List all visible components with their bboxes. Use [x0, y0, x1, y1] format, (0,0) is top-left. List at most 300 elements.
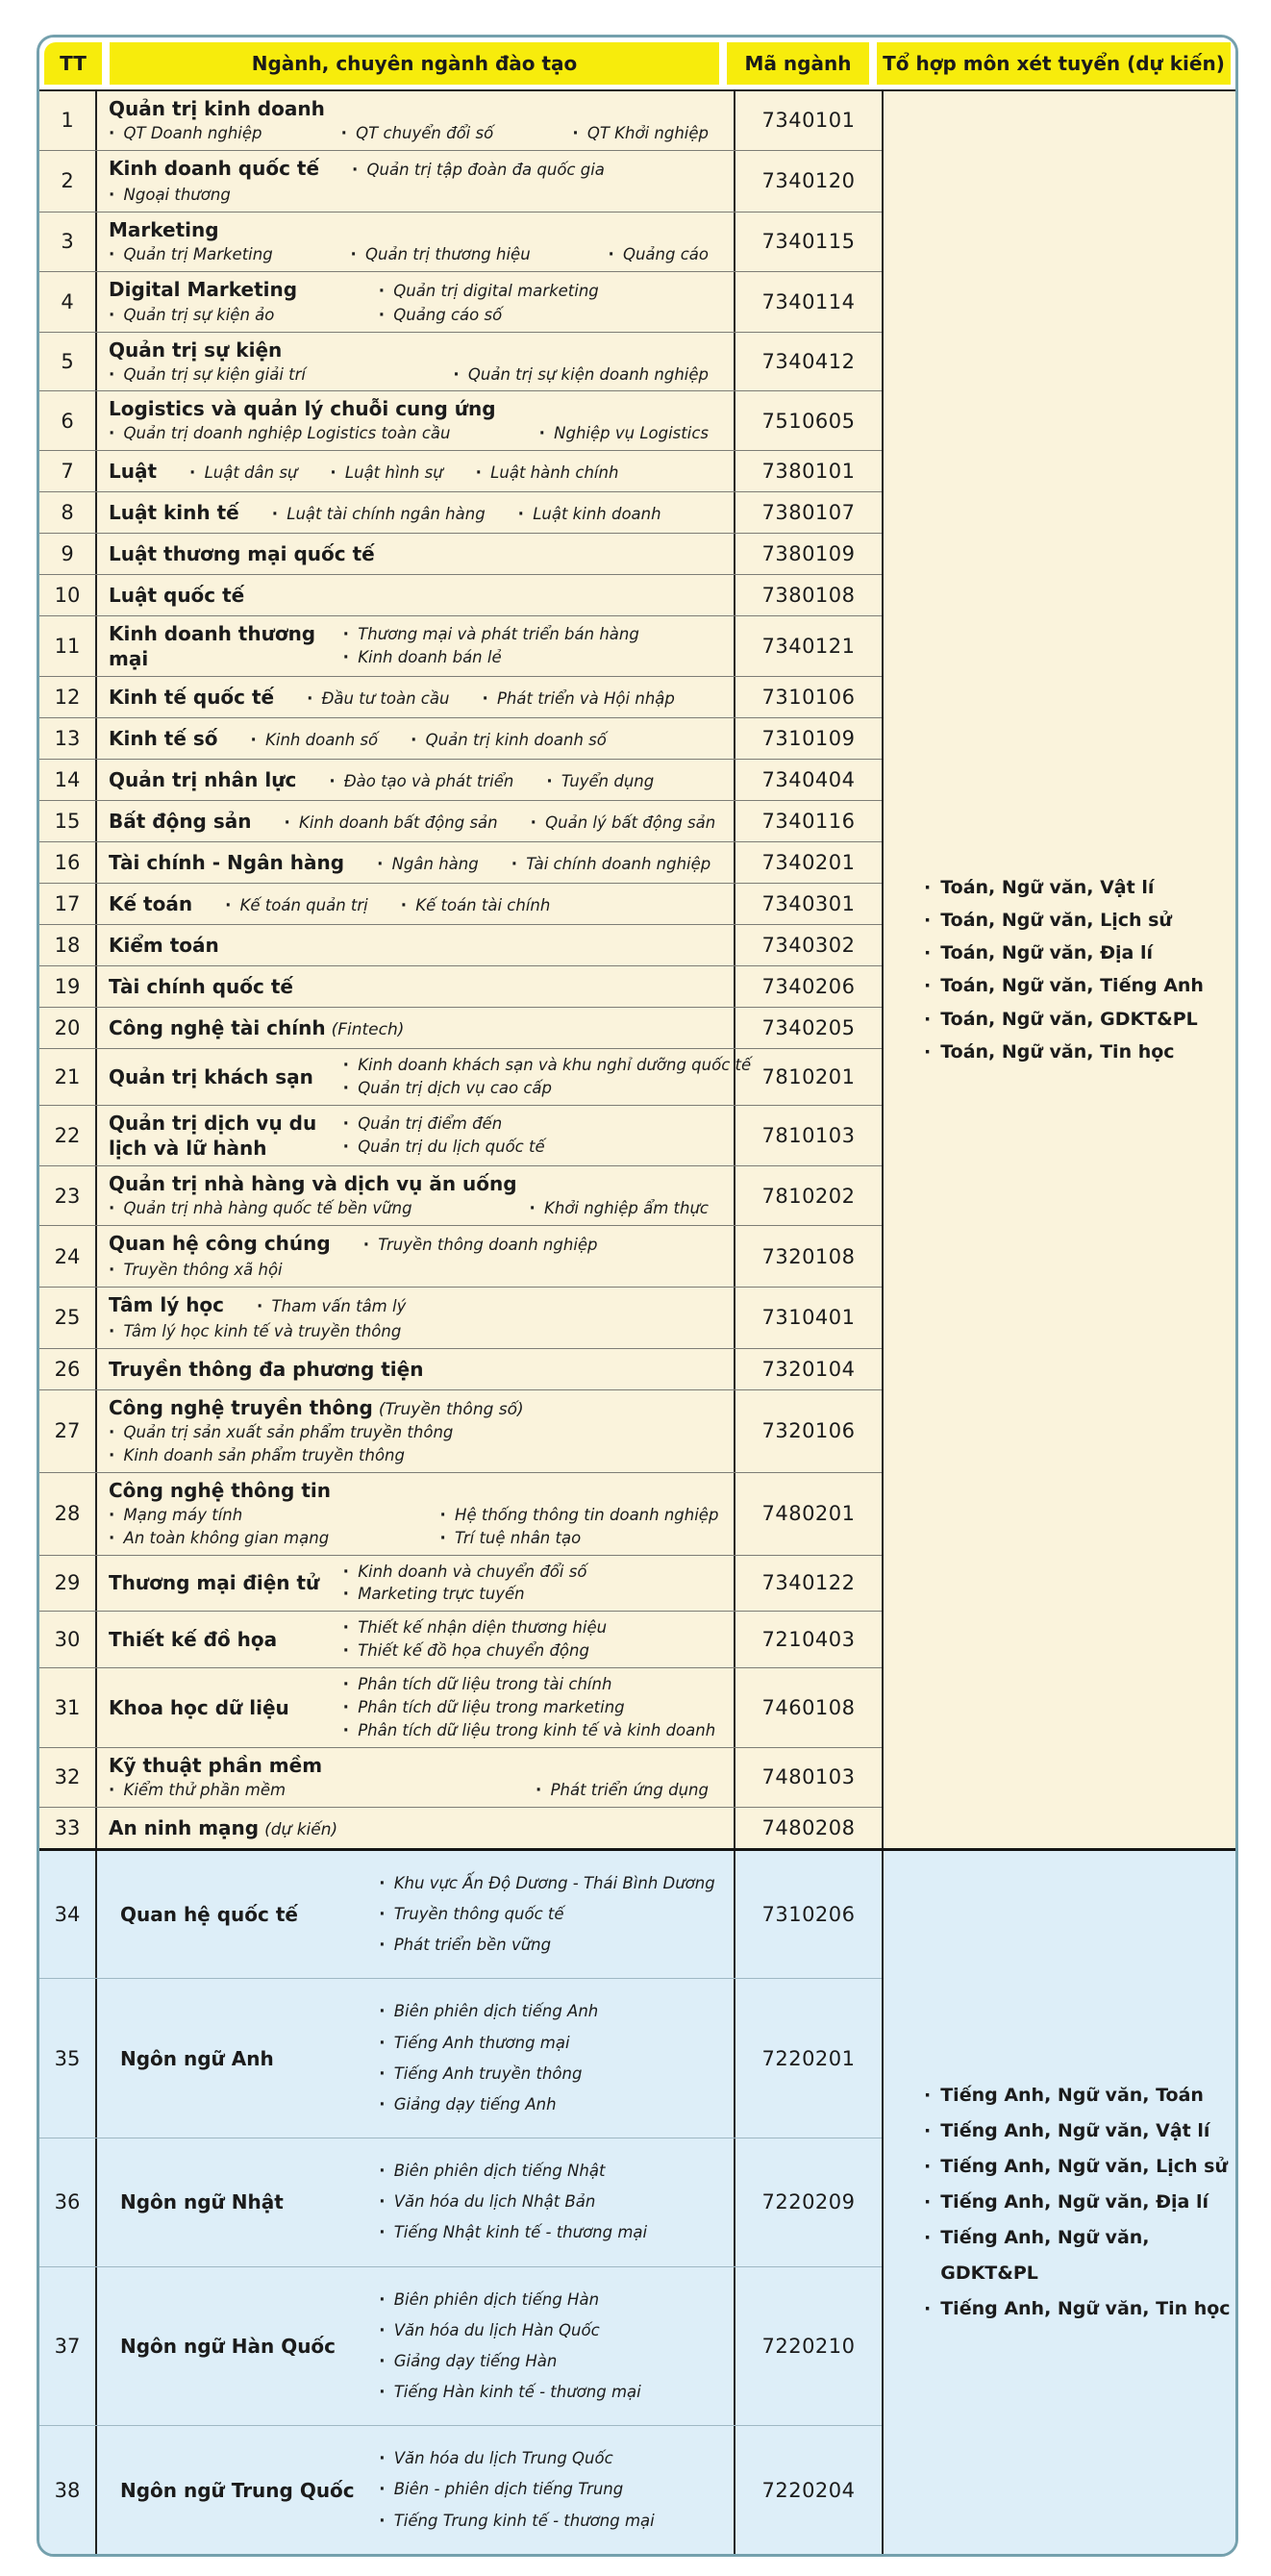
sub-specialty: [109, 1527, 440, 1550]
bullet-icon: ·: [250, 730, 257, 749]
sub-specialty: [379, 2156, 722, 2187]
major-side-layout: [109, 621, 722, 671]
major-name: Kỹ thuật phần mềm: [109, 1753, 323, 1777]
bullet-icon: ·: [924, 1008, 932, 1030]
sub-specialty-label: Marketing trực tuyến: [352, 1585, 525, 1604]
sub-specialty: [109, 1320, 401, 1343]
sub-specialty: [341, 122, 494, 145]
bullet-icon: ·: [109, 424, 115, 443]
combo-label: Tiếng Anh, Ngữ văn, Địa lí: [940, 2190, 1209, 2213]
sub-specialty: [546, 770, 654, 793]
bullet-icon: ·: [350, 244, 357, 263]
bullet-icon: ·: [109, 244, 115, 263]
table-row: [39, 451, 882, 492]
sub-specialty: [379, 2285, 722, 2315]
major-name: Kinh tế số: [109, 726, 218, 750]
sub-specialty-label: Quảng cáo: [617, 244, 709, 263]
major-name-wrap: [109, 156, 319, 181]
row-number: 27: [39, 1390, 97, 1472]
major-name-wrap: [109, 1112, 317, 1161]
section-rows: [39, 91, 882, 1848]
bullet-icon: ·: [378, 281, 385, 300]
sub-specialty: [257, 1295, 406, 1318]
major-code: 7340114: [761, 289, 856, 313]
bullet-icon: ·: [530, 813, 536, 832]
sub-specialty-label: Quản trị sự kiện doanh nghiệp: [462, 364, 709, 384]
sub-specialty-label: Quản lý bất động sản: [539, 813, 716, 832]
major-cell: [97, 1979, 735, 2138]
major-name: Công nghệ thông tin: [109, 1478, 331, 1502]
sub-specialty: [343, 1561, 722, 1584]
sub-specialty-label: Thiết kế đồ họa chuyển động: [352, 1641, 589, 1661]
row-number: 26: [39, 1349, 97, 1389]
major-name-line: [109, 809, 722, 835]
sub-specialty-label: Kinh doanh khách sạn và khu nghỉ dưỡng quốc tế: [352, 1056, 752, 1075]
major-name-wrap: [120, 2046, 274, 2070]
major-code: 7340412: [761, 349, 856, 373]
major-name-wrap: [109, 396, 496, 421]
sub-specialty-label: Luật dân sự: [199, 463, 298, 482]
major-name-wrap: [109, 459, 157, 484]
sub-specialty: [379, 2028, 722, 2059]
major-side-layout: [109, 1561, 722, 1607]
bullet-icon: ·: [517, 504, 524, 523]
sub-specialty-label: Kế toán tài chính: [411, 895, 551, 914]
major-cell: [97, 718, 735, 759]
sub-specialty: [539, 422, 709, 445]
bullet-icon: ·: [225, 895, 232, 914]
sub-specialty: [379, 2187, 722, 2217]
row-number: 5: [39, 333, 97, 391]
sub-specialty: [109, 363, 306, 387]
major-cell: [97, 1390, 735, 1472]
sub-specialty: [518, 503, 661, 526]
table-row: [39, 2267, 882, 2427]
major-name-wrap: [109, 1065, 313, 1089]
sub-specialty-label: Kinh doanh bán lẻ: [352, 648, 502, 667]
major-name-line: [109, 541, 722, 566]
major-name-line: [109, 1292, 722, 1343]
major-code: 7380107: [761, 501, 856, 525]
major-name: Truyền thông đa phương tiện: [109, 1357, 424, 1381]
major-name-wrap: [109, 500, 239, 525]
table-row: [39, 718, 882, 760]
major-name-line: [109, 767, 722, 793]
row-number: 12: [39, 677, 97, 717]
major-code: 7480208: [761, 1815, 856, 1839]
major-cell: [97, 1612, 735, 1667]
major-name: Công nghệ tài chính: [109, 1016, 326, 1040]
major-name-line: [109, 459, 722, 485]
major-side-layout: [109, 1111, 722, 1161]
bullet-icon: ·: [109, 124, 115, 142]
major-name-wrap: [109, 1395, 524, 1420]
major-name-line: [109, 338, 722, 363]
major-name-wrap: [109, 1815, 337, 1840]
major-code: 7340302: [761, 934, 856, 958]
row-number: 16: [39, 842, 97, 883]
major-cell: [97, 1668, 735, 1747]
major-name: Luật: [109, 459, 158, 483]
sub-specialty-label: Thương mại và phát triển bán hàng: [352, 625, 639, 644]
page: [0, 35, 1271, 2557]
row-number: 37: [39, 2267, 97, 2426]
bullet-icon: ·: [924, 2297, 932, 2319]
major-cell: [97, 2426, 735, 2554]
bullet-icon: ·: [379, 2320, 386, 2339]
sub-specialty-label: Tâm lý học kinh tế và truyền thông: [118, 1321, 402, 1340]
major-name-col: [109, 2189, 365, 2214]
sub-specialty-label: Quản trị nhà hàng quốc tế bền vững: [118, 1199, 412, 1218]
sub-specialty: [343, 1673, 722, 1696]
row-number: 25: [39, 1288, 97, 1348]
sub-specialty-line: [109, 122, 722, 145]
header-cell-combo: Tổ hợp môn xét tuyển (dự kiến): [877, 42, 1231, 85]
major-name-wrap: [109, 1696, 289, 1720]
row-number: 11: [39, 616, 97, 676]
combo-label: Toán, Ngữ văn, Vật lí: [940, 876, 1155, 898]
sub-specialty: [531, 812, 716, 835]
major-name: Kiểm toán: [109, 934, 219, 958]
major-code: 7340206: [761, 975, 856, 999]
bullet-icon: ·: [352, 160, 359, 179]
bullet-icon: ·: [379, 1873, 386, 1892]
major-cell: [97, 213, 735, 271]
major-name-wrap: [109, 726, 218, 751]
major-code: 7220204: [761, 2478, 856, 2502]
combo-label: Tiếng Anh, Ngữ văn, Toán: [940, 2084, 1204, 2106]
sub-specialty-label: Trí tuệ nhân tạo: [449, 1528, 582, 1547]
major-name-wrap: [109, 338, 282, 363]
sub-specialty-label: Hệ thống thông tin doanh nghiệp: [449, 1505, 719, 1524]
major-cell: [97, 333, 735, 391]
sub-specialty: [109, 1779, 286, 1802]
bullet-icon: ·: [342, 1138, 349, 1157]
header-cell-major: Ngành, chuyên ngành đào tạo: [110, 42, 719, 85]
major-name-suffix: (dự kiến): [264, 1819, 338, 1839]
combo-item: [924, 2291, 1235, 2327]
major-cell: [97, 1556, 735, 1612]
major-name: Quản trị sự kiện: [109, 338, 283, 362]
major-name-wrap: [120, 2478, 355, 2502]
bullet-icon: ·: [109, 1199, 115, 1218]
sub-specialty-label: Tiếng Trung kinh tế - thương mại: [388, 2511, 655, 2530]
sub-specialty-label: Giảng dạy tiếng Anh: [388, 2094, 557, 2113]
table-row: [39, 151, 882, 213]
major-code: 7380108: [761, 584, 856, 608]
sub-specialty-line: [109, 1197, 722, 1220]
sub-specialty: [440, 1527, 722, 1550]
combo-item: [924, 2220, 1235, 2291]
bullet-icon: ·: [608, 244, 614, 263]
sub-specialty: [379, 2377, 722, 2408]
sub-specialty-label: Quản trị digital marketing: [388, 281, 599, 300]
major-code: 7310401: [761, 1306, 856, 1330]
bullet-icon: ·: [342, 1114, 349, 1134]
bullet-icon: ·: [109, 1321, 115, 1340]
section-rows: [39, 1851, 882, 2554]
major-name-wrap: [109, 96, 325, 121]
bullet-icon: ·: [924, 975, 932, 997]
bullet-icon: ·: [109, 185, 115, 204]
major-code: 7380101: [761, 460, 856, 484]
sub-specialty-label: QT Doanh nghiệp: [118, 124, 262, 142]
bullet-icon: ·: [342, 1056, 349, 1075]
sub-specialty: [343, 1639, 722, 1663]
table-row: [39, 1612, 882, 1668]
major-name-wrap: [109, 1171, 517, 1196]
bullet-icon: ·: [109, 1505, 115, 1524]
major-name-line: [109, 396, 722, 421]
sub-specialty: [440, 1504, 722, 1527]
bullet-icon: ·: [439, 1528, 446, 1547]
sub-specialty: [379, 2443, 722, 2474]
sub-specialty-label: Quản trị kinh doanh số: [420, 730, 607, 749]
sub-specialty: [109, 422, 450, 445]
sub-specialty-label: Quản trị Marketing: [118, 244, 273, 263]
sub-specialty-label: Kiểm thử phần mềm: [118, 1780, 287, 1799]
row-number: 10: [39, 575, 97, 615]
major-name-wrap: [120, 1903, 298, 1927]
major-cell: [97, 616, 735, 676]
bullet-icon: ·: [109, 1780, 115, 1799]
major-cell: [97, 966, 735, 1007]
combo-label: Tiếng Anh, Ngữ văn, Tin học: [940, 2297, 1231, 2319]
major-name-wrap: [109, 767, 296, 792]
major-cell: [97, 1008, 735, 1048]
sub-specialty-label: Phát triển và Hội nhập: [491, 688, 675, 708]
bullet-icon: ·: [330, 463, 336, 482]
major-cell: [97, 1288, 735, 1348]
major-cell: [97, 1166, 735, 1225]
sub-specialty: [511, 853, 711, 876]
major-code: 7340122: [761, 1571, 856, 1595]
sub-specialty-label: Biên phiên dịch tiếng Hàn: [388, 2289, 600, 2309]
sub-specialty-label: Tiếng Nhật kinh tế - thương mại: [388, 2223, 648, 2242]
sub-specialty: [343, 1136, 722, 1159]
sub-specialty-label: Kinh doanh số: [260, 730, 379, 749]
major-side-layout: [109, 1054, 752, 1100]
row-number: 8: [39, 492, 97, 533]
major-name-line: [109, 156, 722, 207]
sub-specialty: [343, 1719, 722, 1742]
major-name: Quản trị dịch vụ du lịch và lữ hành: [109, 1112, 317, 1161]
major-side-layout: [109, 2156, 722, 2249]
sub-specialty: [352, 159, 605, 182]
major-name-wrap: [109, 1231, 331, 1256]
major-code: 7340116: [761, 810, 856, 834]
major-cell: [97, 1808, 735, 1848]
bullet-icon: ·: [379, 2094, 386, 2113]
bullet-icon: ·: [529, 1199, 536, 1218]
major-cell: [97, 842, 735, 883]
major-name-col: [109, 2478, 365, 2503]
sub-specialty-list: [379, 2285, 722, 2409]
bullet-icon: ·: [109, 364, 115, 384]
major-name: Luật kinh tế: [109, 500, 239, 524]
sub-specialty: [109, 122, 262, 145]
combo-item: [924, 871, 1235, 904]
bullet-icon: ·: [411, 730, 417, 749]
sub-specialty-label: Mạng máy tính: [118, 1505, 243, 1524]
sub-specialty-label: Quản trị doanh nghiệp Logistics toàn cầu: [118, 424, 451, 443]
major-code: 7340201: [761, 851, 856, 875]
major-cell: [97, 2267, 735, 2426]
major-name: Bất động sản: [109, 809, 252, 833]
combo-item: [924, 2078, 1235, 2113]
major-name-line: [109, 1395, 722, 1420]
table-row: [39, 760, 882, 801]
table-row: [39, 1349, 882, 1390]
major-cell: [97, 1226, 735, 1287]
table-row: [39, 2426, 882, 2554]
sub-specialty-label: Truyền thông quốc tế: [388, 1905, 564, 1924]
sub-specialty: [109, 1197, 412, 1220]
bullet-icon: ·: [379, 2162, 386, 2181]
table-row: [39, 966, 882, 1008]
major-code: 7810202: [761, 1184, 856, 1208]
major-name-line: [109, 850, 722, 876]
major-cell: [97, 391, 735, 450]
major-cell: [97, 1349, 735, 1389]
sub-specialty-label: Luật hình sự: [339, 463, 443, 482]
bullet-icon: ·: [342, 1618, 349, 1638]
major-cell: [97, 801, 735, 841]
table-row: [39, 492, 882, 534]
major-side-layout: [109, 1996, 722, 2120]
major-name-line: [109, 1357, 722, 1382]
major-name-wrap: [109, 850, 344, 875]
major-name-col: [109, 1570, 330, 1595]
major-cell: [97, 760, 735, 800]
bullet-icon: ·: [342, 1641, 349, 1661]
bullet-icon: ·: [924, 2119, 932, 2141]
sub-specialty-label: Khởi nghiệp ẩm thực: [538, 1199, 709, 1218]
sub-specialty: [482, 688, 674, 711]
combo-label: Tiếng Anh, Ngữ văn, GDKT&PL: [940, 2226, 1150, 2284]
major-code: 7460108: [761, 1696, 856, 1720]
sub-specialty-label: Thiết kế nhận diện thương hiệu: [352, 1618, 608, 1638]
row-number: 9: [39, 534, 97, 574]
major-cell: [97, 451, 735, 491]
sub-specialty: [343, 1054, 751, 1077]
major-code: 7510605: [761, 409, 856, 433]
bullet-icon: ·: [109, 1422, 115, 1441]
table-row: [39, 677, 882, 718]
sub-specialty: [379, 2474, 722, 2505]
row-number: 36: [39, 2138, 97, 2266]
row-number: 19: [39, 966, 97, 1007]
sub-specialty: [343, 1113, 722, 1136]
bullet-icon: ·: [379, 2063, 386, 2083]
sub-specialty: [530, 1197, 709, 1220]
table-row: [39, 842, 882, 884]
major-name: Thương mại điện tử: [109, 1571, 320, 1595]
bullet-icon: ·: [257, 1296, 263, 1315]
sub-specialty-label: Khu vực Ấn Độ Dương - Thái Bình Dương: [388, 1873, 715, 1892]
major-cell: [97, 925, 735, 965]
major-name: Digital Marketing: [109, 277, 298, 301]
major-name-wrap: [109, 622, 316, 671]
major-name-line: [109, 583, 722, 608]
major-name: Quản trị nhân lực: [109, 767, 297, 791]
combo-label: Toán, Ngữ văn, GDKT&PL: [940, 1008, 1198, 1030]
row-number: 31: [39, 1668, 97, 1747]
sub-specialty-label: Văn hóa du lịch Trung Quốc: [388, 2449, 613, 2468]
sub-specialty-label: Kinh doanh và chuyển đổi số: [352, 1562, 587, 1581]
major-name-line: [109, 217, 722, 242]
sub-specialty-label: Luật tài chính ngân hàng: [282, 504, 486, 523]
major-code: 7320106: [761, 1419, 856, 1443]
sub-specialty-label: An toàn không gian mạng: [118, 1528, 330, 1547]
sub-specialty: [109, 1421, 453, 1444]
major-name-wrap: [109, 1628, 278, 1652]
row-number: 13: [39, 718, 97, 759]
major-name-wrap: [109, 277, 379, 302]
major-name-col: [109, 2046, 365, 2071]
major-name: Ngôn ngữ Hàn Quốc: [120, 2334, 336, 2358]
sub-specialty-label: Tham vấn tâm lý: [266, 1296, 407, 1315]
bullet-icon: ·: [475, 463, 482, 482]
sub-specialty-label: Luật hành chính: [485, 463, 619, 482]
major-code: 7340115: [761, 230, 856, 254]
sub-specialty: [343, 646, 722, 669]
table-row: [39, 1748, 882, 1808]
sub-specialty: [536, 1779, 709, 1802]
major-name: Ngôn ngữ Anh: [120, 2046, 274, 2070]
major-cell: [97, 1106, 735, 1165]
bullet-icon: ·: [342, 1562, 349, 1581]
row-number: 14: [39, 760, 97, 800]
major-name-col: [109, 621, 330, 671]
row-number: 17: [39, 884, 97, 924]
major-name-wrap: [109, 1478, 331, 1503]
major-code: 7310109: [761, 727, 856, 751]
major-name-line: [109, 1815, 722, 1840]
major-code: 7380109: [761, 542, 856, 566]
major-side-layout: [109, 1616, 722, 1663]
row-number: 33: [39, 1808, 97, 1848]
combo-item: [924, 937, 1235, 969]
major-name-line: [109, 891, 722, 917]
header-cell-tt: TT: [44, 42, 102, 85]
major-code: 7810201: [761, 1065, 856, 1089]
sub-specialty-line: [109, 243, 722, 266]
row-number: 29: [39, 1556, 97, 1612]
major-name: Quan hệ quốc tế: [120, 1903, 298, 1927]
major-name: Luật thương mại quốc tế: [109, 542, 375, 566]
sub-specialty-line: [109, 1421, 722, 1467]
row-number: 15: [39, 801, 97, 841]
sub-specialty-label: Tài chính doanh nghiệp: [521, 854, 711, 873]
bullet-icon: ·: [342, 1585, 349, 1604]
bullet-icon: ·: [924, 2155, 932, 2177]
table-row: [39, 1979, 882, 2138]
bullet-icon: ·: [379, 2511, 386, 2530]
major-name-col: [109, 1902, 365, 1927]
table-row: [39, 213, 882, 272]
sub-specialty-label: Ngoại thương: [118, 185, 231, 204]
major-side-layout: [109, 2285, 722, 2409]
major-name-line: [109, 96, 722, 121]
major-cell: [97, 1748, 735, 1807]
major-code: 7340404: [761, 768, 856, 792]
bullet-icon: ·: [342, 648, 349, 667]
combo-item: [924, 2113, 1235, 2149]
bullet-icon: ·: [453, 364, 460, 384]
sub-specialty: [453, 363, 709, 387]
bullet-icon: ·: [109, 305, 115, 324]
